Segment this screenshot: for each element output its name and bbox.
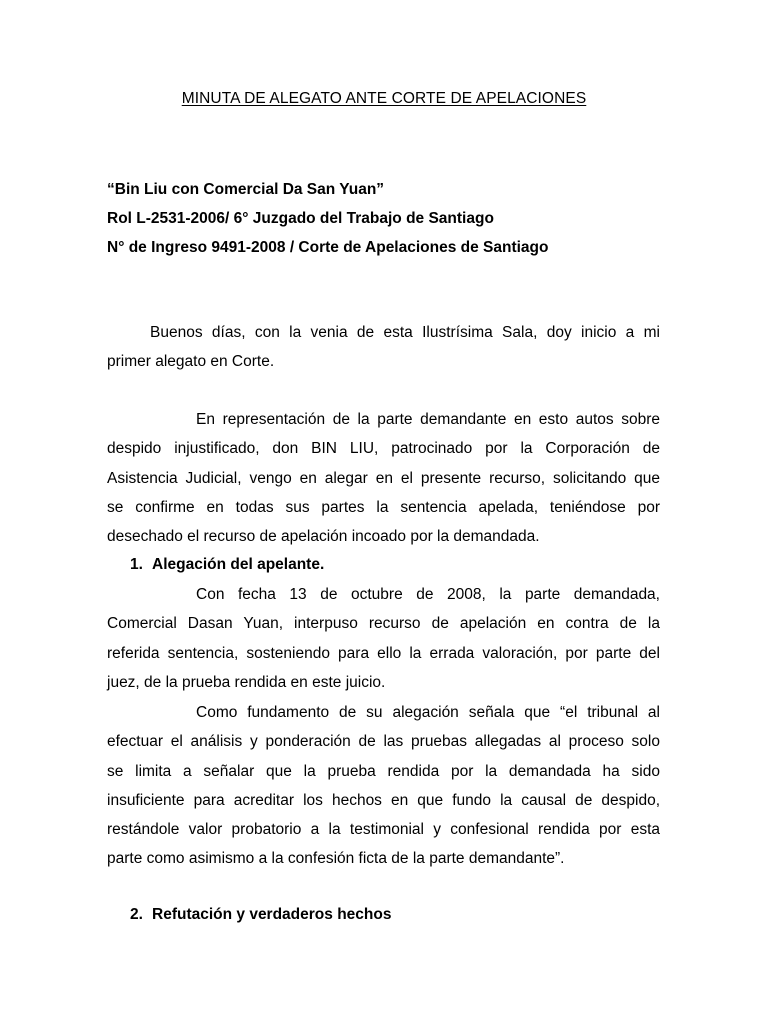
case-ingreso: N° de Ingreso 9491-2008 / Corte de Apelaciones de Santiago	[107, 239, 549, 256]
section1-heading	[130, 556, 324, 574]
section1-line: Comercial Dasan Yuan, interpuso recurso de apelación en contra de la	[107, 615, 660, 633]
section1-line: juez, de la prueba rendida en este juicio.	[107, 673, 386, 691]
representation-paragraph	[107, 405, 660, 551]
section1-title: Alegación del apelante.	[152, 556, 325, 573]
section1-line: parte como asimismo a la confesión ficta de la parte demandante”.	[107, 850, 565, 868]
section2-heading	[130, 906, 391, 924]
document-title: MINUTA DE ALEGATO ANTE CORTE DE APELACIONES	[181, 90, 587, 107]
section2-title: Refutación y verdaderos hechos	[152, 906, 392, 923]
representation-line: se confirme en todas sus partes la sentencia apelada, teniéndose por	[107, 498, 660, 516]
section1-line: Como fundamento de su alegación señala que “el tribunal al	[196, 704, 660, 721]
section1-line: se limita a señalar que la prueba rendida por la demandada ha sido	[107, 762, 660, 780]
section1-line: insuficiente para acreditar los hechos en que fundo la causal de despido,	[107, 791, 660, 809]
representation-line: despido injustificado, don BIN LIU, patrocinado por la Corporación de	[107, 440, 660, 458]
representation-line: En representación de la parte demandante en esto autos sobre	[196, 411, 660, 428]
section1-number: 1.	[130, 556, 143, 573]
section1-line: restándole valor probatorio a la testimonial y confesional rendida por esta	[107, 821, 660, 839]
intro-line: primer alegato en Corte.	[107, 353, 275, 371]
case-name: “Bin Liu con Comercial Da San Yuan”	[107, 181, 385, 198]
section1-line: efectuar el análisis y ponderación de las pruebas allegadas al proceso solo	[107, 733, 660, 751]
case-rol: Rol L-2531-2006/ 6° Juzgado del Trabajo de Santiago	[107, 210, 494, 227]
section1-line: Con fecha 13 de octubre de 2008, la parte demandada,	[196, 586, 660, 603]
section1-line: referida sentencia, sosteniendo para ello la errada valoración, por parte del	[107, 644, 660, 662]
intro-paragraph	[107, 318, 660, 377]
section2-number: 2.	[130, 906, 143, 923]
representation-line: Asistencia Judicial, vengo en alegar en el presente recurso, solicitando que	[107, 469, 660, 487]
representation-line: desechado el recurso de apelación incoado por la demandada.	[107, 528, 540, 546]
section1-paragraph-1	[107, 580, 660, 697]
intro-line: Buenos días, con la venia de esta Ilustrísima Sala, doy inicio a mi	[150, 324, 660, 341]
section1-paragraph-2	[107, 698, 660, 874]
